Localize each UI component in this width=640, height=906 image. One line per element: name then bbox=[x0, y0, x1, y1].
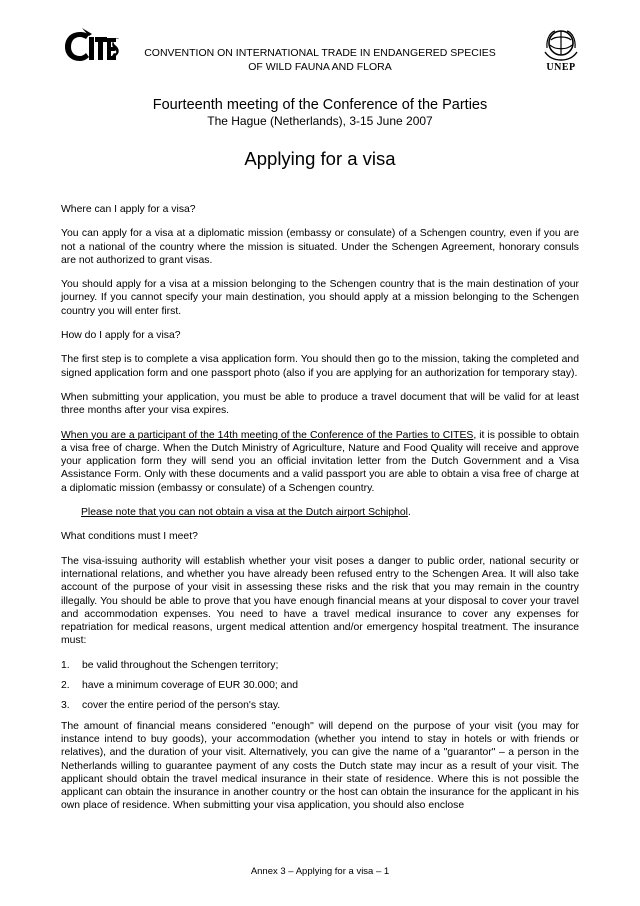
paragraph: The visa-issuing authority will establish whether your visit poses a danger to public order, national security or international relations, and whether you have already been refused entry to the Schengen Area. It will also take account of the purpose of your visit in assessing these risks and the risk that you may remain in the country illegally. You should be able to prove that you have enough financial means at your disposal to cover your travel and accommodation expenses. You need to have a travel medical insurance to cover any expenses for repatriation for medical reasons, urgent medical attention and/or emergency hospital treatment. The insurance must: bbox=[61, 555, 579, 647]
paragraph: When submitting your application, you must be able to produce a travel document that will be valid for at least three months after your visa expires. bbox=[61, 391, 579, 417]
paragraph: The first step is to complete a visa application form. You should then go to the mission, taking the completed and signed application form and one passport photo (also if you are applying for an authorization for temporary stay). bbox=[61, 354, 579, 379]
list-item bbox=[61, 679, 579, 692]
underlined-note: Please note that you can not obtain a visa at the Dutch airport Schiphol bbox=[81, 507, 408, 519]
underlined-text: When you are a participant of the 14th meeting of the Conference of the Parties to CITES bbox=[61, 429, 474, 441]
note-end: . bbox=[407, 507, 411, 519]
paragraph bbox=[61, 429, 579, 495]
org-line-2: OF WILD FAUNA AND FLORA bbox=[248, 61, 392, 73]
paragraph-text: , it is possible to obtain a visa free of charge. When the Dutch Ministry of Agriculture, Nature and Food Quality will receive and approve your application form they will send you an official invitation letter from the Dutch Government and a Visa Assistance Form. Only with these documents and a valid passport you are able to obtain a visa free of charge at a diplomatic mission (embassy or consulate) of a Schengen country. bbox=[61, 429, 579, 494]
list-number: 1. bbox=[61, 659, 70, 671]
list-item bbox=[61, 659, 579, 672]
page-footer: Annex 3 – Applying for a visa – 1 bbox=[250, 866, 390, 877]
unep-logo-text: UNEP bbox=[546, 62, 576, 73]
document-body bbox=[61, 203, 579, 824]
list-number: 2. bbox=[61, 680, 70, 692]
paragraph: The amount of financial means considered "enough" will depend on the purpose of your visit (you may for instance intend to buy goods), your accommodation (whether you intend to stay in hotels or with friends or relatives), and the duration of your visit. Alternatively, you can give the name of a "guarantor" – a person in the Netherlands willing to guarantee payment of any costs the Dutch state may incur as a result of your visit. The applicant should obtain the travel medical insurance in their state of residence. Where this is not possible the applicant can obtain the insurance in another country or the host can obtain the insurance for the applicant in his own place of residence. When submitting your visa application, you should also enclose bbox=[61, 720, 579, 812]
meeting-subtitle: The Hague (Netherlands), 3-15 June 2007 bbox=[207, 114, 433, 128]
meeting-header bbox=[40, 96, 600, 129]
document-title: Applying for a visa bbox=[244, 148, 396, 169]
org-line-1: CONVENTION ON INTERNATIONAL TRADE IN ENDANGERED SPECIES bbox=[144, 47, 496, 59]
question-heading: How do I apply for a visa? bbox=[61, 330, 181, 342]
list-text: cover the entire period of the person's stay. bbox=[82, 700, 281, 712]
cites-logo bbox=[62, 28, 122, 64]
list-text: have a minimum coverage of EUR 30.000; and bbox=[82, 680, 299, 692]
question-heading: What conditions must I meet? bbox=[61, 531, 198, 543]
organization-name bbox=[140, 46, 500, 74]
list-text: be valid throughout the Schengen territory; bbox=[82, 659, 279, 671]
list-item bbox=[61, 699, 579, 712]
paragraph: You can apply for a visa at a diplomatic mission (embassy or consulate) of a Schengen country, even if you are not a national of the country where the mission is situated. Under the Schengen Agreement, honorary consuls are not authorized to grant visas. bbox=[61, 228, 579, 266]
list-number: 3. bbox=[61, 700, 70, 712]
question-heading: Where can I apply for a visa? bbox=[61, 204, 196, 215]
meeting-title: Fourteenth meeting of the Conference of the Parties bbox=[152, 97, 488, 113]
note-paragraph bbox=[61, 506, 579, 519]
insurance-requirements-list bbox=[61, 659, 579, 713]
paragraph: You should apply for a visa at a mission belonging to the Schengen country that is the main destination of your journey. If you cannot specify your main destination, you should apply at a mission belonging to the Schengen country you will enter first. bbox=[61, 279, 579, 317]
